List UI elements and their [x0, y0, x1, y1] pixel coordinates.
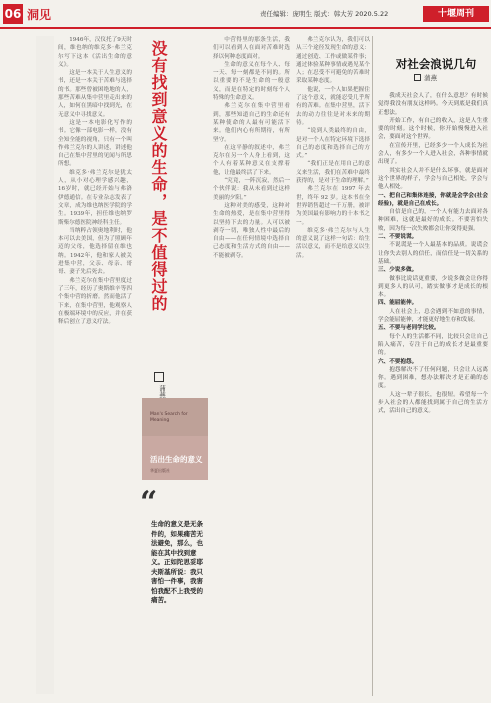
- sidebar-article-body: [378, 92, 488, 696]
- paragraph: 这是一本电影化写作的书。它像一部电影一样，没有全知全能的视角，只有一个叫作弗兰克尔的人讲述，讲述他自己在集中营里的见闻与所思所想。: [58, 119, 132, 168]
- section-heading: 二、不要说谎。: [378, 234, 418, 241]
- editor-credits: 责任编辑：庞明生 版式：韩大芳 2020.5.22: [260, 10, 389, 18]
- paragraph: 做事比说话更重要，少说多做会让你得到更多人的认可，踏实做事才是成长的根本。: [378, 275, 488, 299]
- paragraph: 中营得里的那条生活，我们可以看到人在面对苦难时选择以何种态度面对。: [213, 37, 290, 60]
- section-name: 洞见: [27, 8, 52, 22]
- paragraph: 当纳粹占领奥地利时，他本可以去美国，但为了照顾年迈的父母，他选择留在维也纳。1942年，他和家人被关进集中营，父亲、母亲、哥哥、妻子先后死去。: [58, 227, 132, 276]
- paragraph: 弗兰克尔认为，我们可以从三个途径发现生命的意义：通过创造、工作或做某件事；通过体验某种事情或遇见某个人；在忍受不可避免的苦难时采取某种态度。: [296, 37, 370, 85]
- paragraph: 自信是自己的，一个人有能力去面对各种困难，这就是最好的成长。不要害怕失败，因为每一次失败都会让你变得更强。: [378, 209, 488, 232]
- header-divider: [0, 27, 491, 29]
- book-chinese-title: 活出生命的意义: [150, 455, 203, 464]
- paragraph: 在宣传开里，已经多少一个人成长为社会人，有多少一个人进入社会，各种事情就出现了。: [378, 142, 488, 166]
- paragraph: 他说，一个人如果把握住了这个意义，就能忍受几乎所有的苦难。在集中营里，活下去的动力往往是对未来的期待。: [296, 86, 370, 126]
- paragraph: “说到人类最终的自由，是对一个人在特定环境下选择自己的态度和选择自己的方式。”: [296, 128, 370, 160]
- column-divider: [372, 36, 373, 696]
- paragraph: 弗兰克尔在集中营里度过了三年，经历了奥斯维辛等四个集中营的折磨。然而他活了下来，在集中营里，他观察人在极端环境中的反应，并在获释后创立了意义疗法。: [58, 277, 132, 326]
- paragraph: 人在社会上，总会遇到不如意的事情，学会能屈能伸，才能更好地生存和发展。: [378, 308, 488, 324]
- quote-mark-icon: “: [140, 485, 158, 520]
- paragraph: 开始工作，有自己的收入，这是人生重要的时刻。这个时候，你开始慢慢进入社会，要面对这个世界。: [378, 117, 488, 141]
- paragraph: 每个人的生活都不同，比较只会让自己陷入痛苦，专注于自己的成长才是最重要的。: [378, 333, 488, 357]
- article-column-3: [213, 36, 290, 694]
- paragraph: 这是一本关于人生意义的书，还是一本关于苦难与选择的书。那些曾被困绝地的人，那些苦难从集中营里走出来的人，如何在黑暗中找到光，在无意义中寻找意义。: [58, 70, 132, 118]
- paragraph: 弗兰克尔在 1997 年去世，终年 92 岁。这本书在全世界销售超过一千万册，被评为美国最有影响力的十本书之一。: [296, 186, 370, 226]
- paragraph: 在这平静的叙述中，弗兰克尔在另一个人身上看到，这个人有着某种意义在支撑着他，让他最终活了下来。: [213, 144, 290, 176]
- page-header: [0, 0, 491, 28]
- author-marker: [414, 74, 421, 81]
- article-column-4: [296, 36, 370, 694]
- sidebar-article-title: 对社会浪说几句: [395, 57, 477, 71]
- paragraph: 不说谎是一个人最基本的品质。说谎会让你失去别人的信任，而信任是一切关系的基础。: [378, 242, 488, 265]
- pull-quote: 生命的意义是无条件的，如果痛苦无法避免，那么，也能在其中找到意义。正如陀思妥耶夫斯基所说：我只害怕一件事，我害怕我配不上我受的痛苦。: [151, 520, 203, 604]
- paragraph: “我们正是在用自己的意义来生活，我们在苦难中最终获得的，是对于生命的理解。”: [296, 161, 370, 185]
- paragraph: 人这一辈子很长，也很短。希望每一个步入社会的人都能找到属于自己的生活方式，活出自己的意义。: [378, 391, 488, 415]
- author-marker: [154, 372, 164, 382]
- article-column-1: [58, 36, 132, 694]
- newspaper-brand: 十堰周刊: [423, 6, 489, 22]
- book-cover-image: [142, 398, 208, 480]
- sidebar-article-author: 蒲燕: [424, 74, 437, 82]
- paragraph: 1946年，汉仪托了9天时间，维也纳的维克多·弗兰克尔写下这本《活出生命的意义》。: [58, 37, 132, 68]
- paragraph: 生命的意义在每个人、每一天、每一刻都是不同的。所以重要的不是生命的一般意义，而是在特定的时刻每个人特殊的生命意义。: [213, 61, 290, 102]
- article-author: 蒲燕: [158, 385, 166, 398]
- page-number: 06: [3, 4, 23, 24]
- paragraph: 我成天社会人了，在什么意思？有时候觉得我没有朋友这样吗。今天到底是我们真正想法。: [378, 93, 488, 116]
- article-title: 没有找到意义的生命，是不值得过的: [149, 40, 168, 312]
- section-heading: 五、不要与老同学比较。: [378, 325, 440, 332]
- paragraph: 抱怨解决不了任何问题，只会让人远离你。遇到困难，想办法解决才是正确的态度。: [378, 366, 488, 390]
- book-publisher: 华夏出版社: [150, 468, 170, 473]
- paragraph: 这种对美的感受，这种对生命的热爱，是在集中营里得以坚持下去的力量。人可以被剥夺一切，唯独人性中最后的自由——在任何情境中选择自己态度和生活方式的自由——不能被剥夺。: [213, 202, 290, 259]
- section-heading: 三、少说多做。: [378, 267, 418, 274]
- paragraph: “究竟，一阵沉寂，然后一个伙伴说：我从未看到过这样美丽的夕阳。”: [213, 178, 290, 201]
- book-english-title: Man's Search for Meaning: [150, 412, 188, 423]
- section-heading: 四、能屈能伸。: [378, 300, 418, 307]
- section-heading: 一、把自己和集体连接，你就是会学会(社会经验)，就是自己在成长。: [378, 192, 488, 207]
- paragraph: 维克多·弗兰克尔与人生的意义说了这样一句话：给生活以意义，而不是给意义以生活。: [296, 227, 370, 259]
- section-heading: 六、不要抱怨。: [378, 358, 418, 365]
- left-margin: [36, 36, 54, 694]
- paragraph: 其实社会人并不是什么坏事，就是面对这个世界的样子，学会与自己相处，学会与他人相处。: [378, 167, 488, 191]
- paragraph: 维克多·弗兰克尔是犹太人，从小对心理学感兴趣，16岁时，就已经开始与弗洛伊德通信。在专业杂志发表了文章，成为维也纳医学院的学生。1939年，担任维也纳罗斯柴尔德医院神经科主任。: [58, 169, 132, 226]
- paragraph: 弗兰克尔在集中营里看到，那些知道自己的生命还有某种使命的人最有可能活下来。他们内心有所期待，有所坚守。: [213, 103, 290, 143]
